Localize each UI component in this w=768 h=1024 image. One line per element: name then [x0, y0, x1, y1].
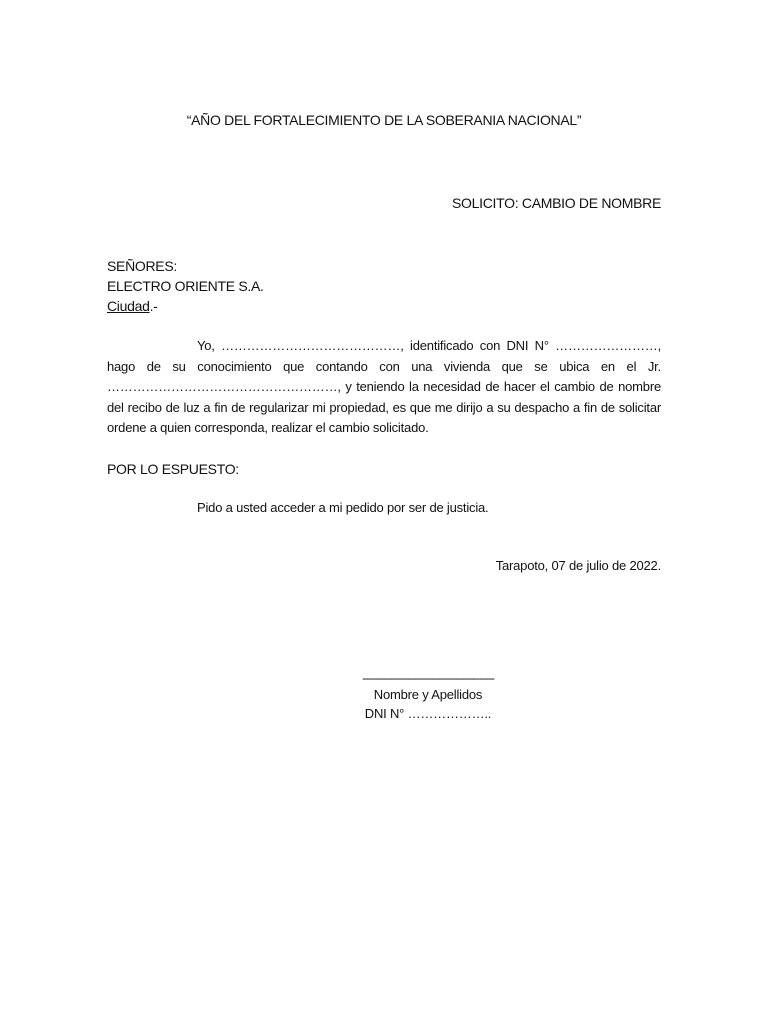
- request-subject: SOLICITO: CAMBIO DE NOMBRE: [452, 195, 661, 211]
- signature-block: [328, 671, 528, 723]
- city-label: Ciudad: [107, 298, 150, 314]
- addressee-greeting: SEÑORES:: [107, 258, 177, 274]
- signature-name-label: Nombre y Apellidos: [373, 687, 483, 702]
- signature-dni-label: DNI N° ………………..: [364, 706, 492, 721]
- body-paragraph: Yo, ……………………………………, identificado con DNI N° ……………………, hago de su conocimiento que contando con una vivienda que se ubica en el Jr. ………………………………………………, y teniendo la necesidad de hacer el cambio de nombre del recibo de luz a fin de regularizar mi propiedad, es que me dirijo a su despacho a fin de solicitar ordene a quien corresponda, realizar el cambio solicitado.: [107, 338, 661, 435]
- addressee-city: [107, 296, 264, 316]
- request-sentence: Pido a usted acceder a mi pedido por ser de justicia.: [197, 500, 489, 515]
- closing-heading: POR LO ESPUESTO:: [107, 461, 239, 477]
- body-paragraph-block: [107, 336, 661, 439]
- signature-line: --------------------------------------------: [362, 671, 494, 685]
- place-date: Tarapoto, 07 de julio de 2022.: [495, 558, 661, 573]
- document-heading: “AÑO DEL FORTALECIMIENTO DE LA SOBERANIA NACIONAL”: [186, 112, 582, 128]
- addressee-company: ELECTRO ORIENTE S.A.: [107, 278, 264, 294]
- addressee-block: [107, 256, 264, 316]
- city-suffix: .-: [149, 298, 158, 314]
